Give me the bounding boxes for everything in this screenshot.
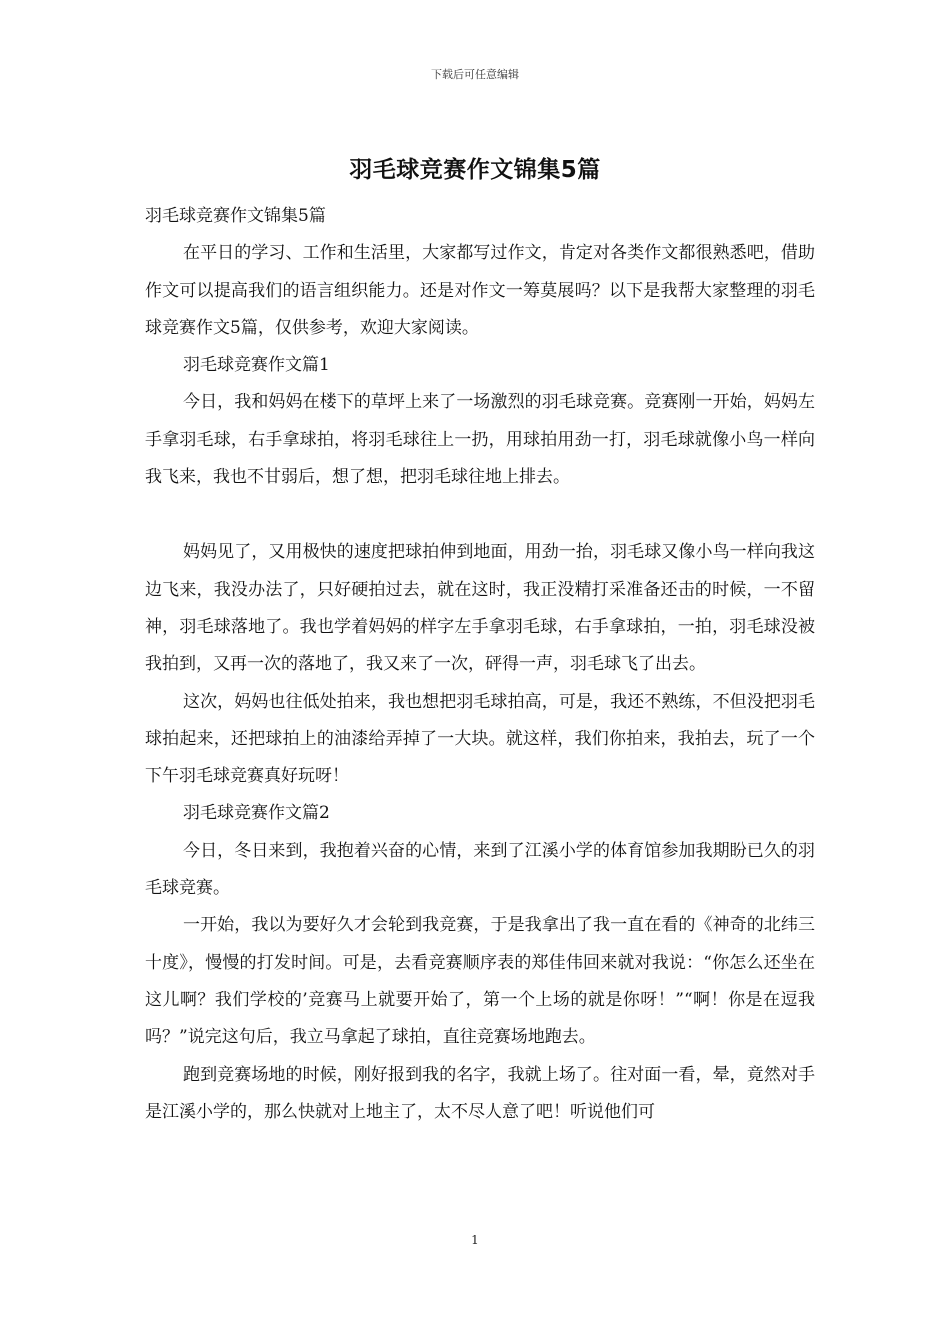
document-body bbox=[145, 198, 815, 1131]
paragraph: 一开始，我以为要好久才会轮到我竞赛，于是我拿出了我一直在看的《神奇的北纬三十度》，慢慢的打发时间。可是，去看竞赛顺序表的郑佳伟回来就对我说：“你怎么还坐在这儿啊？我们学校的’竞赛马上就要开始了，第一个上场的就是你呀！”“啊！你是在逗我吗？”说完这句后，我立马拿起了球拍，直往竞赛场地跑去。 bbox=[145, 915, 815, 1048]
paragraph-intro: 在平日的学习、工作和生活里，大家都写过作文，肯定对各类作文都很熟悉吧，借助作文可以提高我们的语言组织能力。还是对作文一筹莫展吗？以下是我帮大家整理的羽毛球竞赛作文5篇，仅供参考，欢迎大家阅读。 bbox=[145, 243, 815, 338]
section-heading-1: 羽毛球竞赛作文篇1 bbox=[183, 355, 330, 376]
page-number: 1 bbox=[471, 1233, 479, 1247]
blank-line bbox=[145, 496, 815, 534]
paragraph: 今日，我和妈妈在楼下的草坪上来了一场激烈的羽毛球竞赛。竞赛刚一开始，妈妈左手拿羽毛球，右手拿球拍，将羽毛球往上一扔，用球拍用劲一打，羽毛球就像小鸟一样向我飞来，我也不甘弱后，想了想，把羽毛球往地上排去。 bbox=[145, 392, 815, 488]
header-note: 下载后可任意编辑 bbox=[431, 68, 519, 81]
document-subtitle: 羽毛球竞赛作文锦集5篇 bbox=[145, 206, 326, 226]
paragraph: 今日，冬日来到，我抱着兴奋的心情，来到了江溪小学的体育馆参加我期盼已久的羽毛球竞赛。 bbox=[145, 840, 815, 899]
section-heading-2: 羽毛球竞赛作文篇2 bbox=[183, 803, 330, 824]
paragraph: 这次，妈妈也往低处拍来，我也想把羽毛球拍高，可是，我还不熟练，不但没把羽毛球拍起来，还把球拍上的油漆给弄掉了一大块。就这样，我们你拍来，我拍去，玩了一个下午羽毛球竞赛真好玩呀！ bbox=[145, 691, 815, 787]
paragraph: 跑到竞赛场地的时候，刚好报到我的名字，我就上场了。往对面一看，晕，竟然对手是江溪小学的，那么快就对上地主了，太不尽人意了吧！听说他们可 bbox=[145, 1064, 815, 1122]
document-title: 羽毛球竞赛作文锦集5篇 bbox=[349, 157, 601, 183]
paragraph: 妈妈见了，又用极快的速度把球拍伸到地面，用劲一抬，羽毛球又像小鸟一样向我这边飞来，我没办法了，只好硬拍过去，就在这时，我正没精打采准备还击的时候，一不留神，羽毛球落地了。我也学着妈妈的样字左手拿羽毛球，右手拿球拍，一拍，羽毛球没被我拍到，又再一次的落地了，我又来了一次，砰得一声，羽毛球飞了出去。 bbox=[145, 542, 815, 675]
